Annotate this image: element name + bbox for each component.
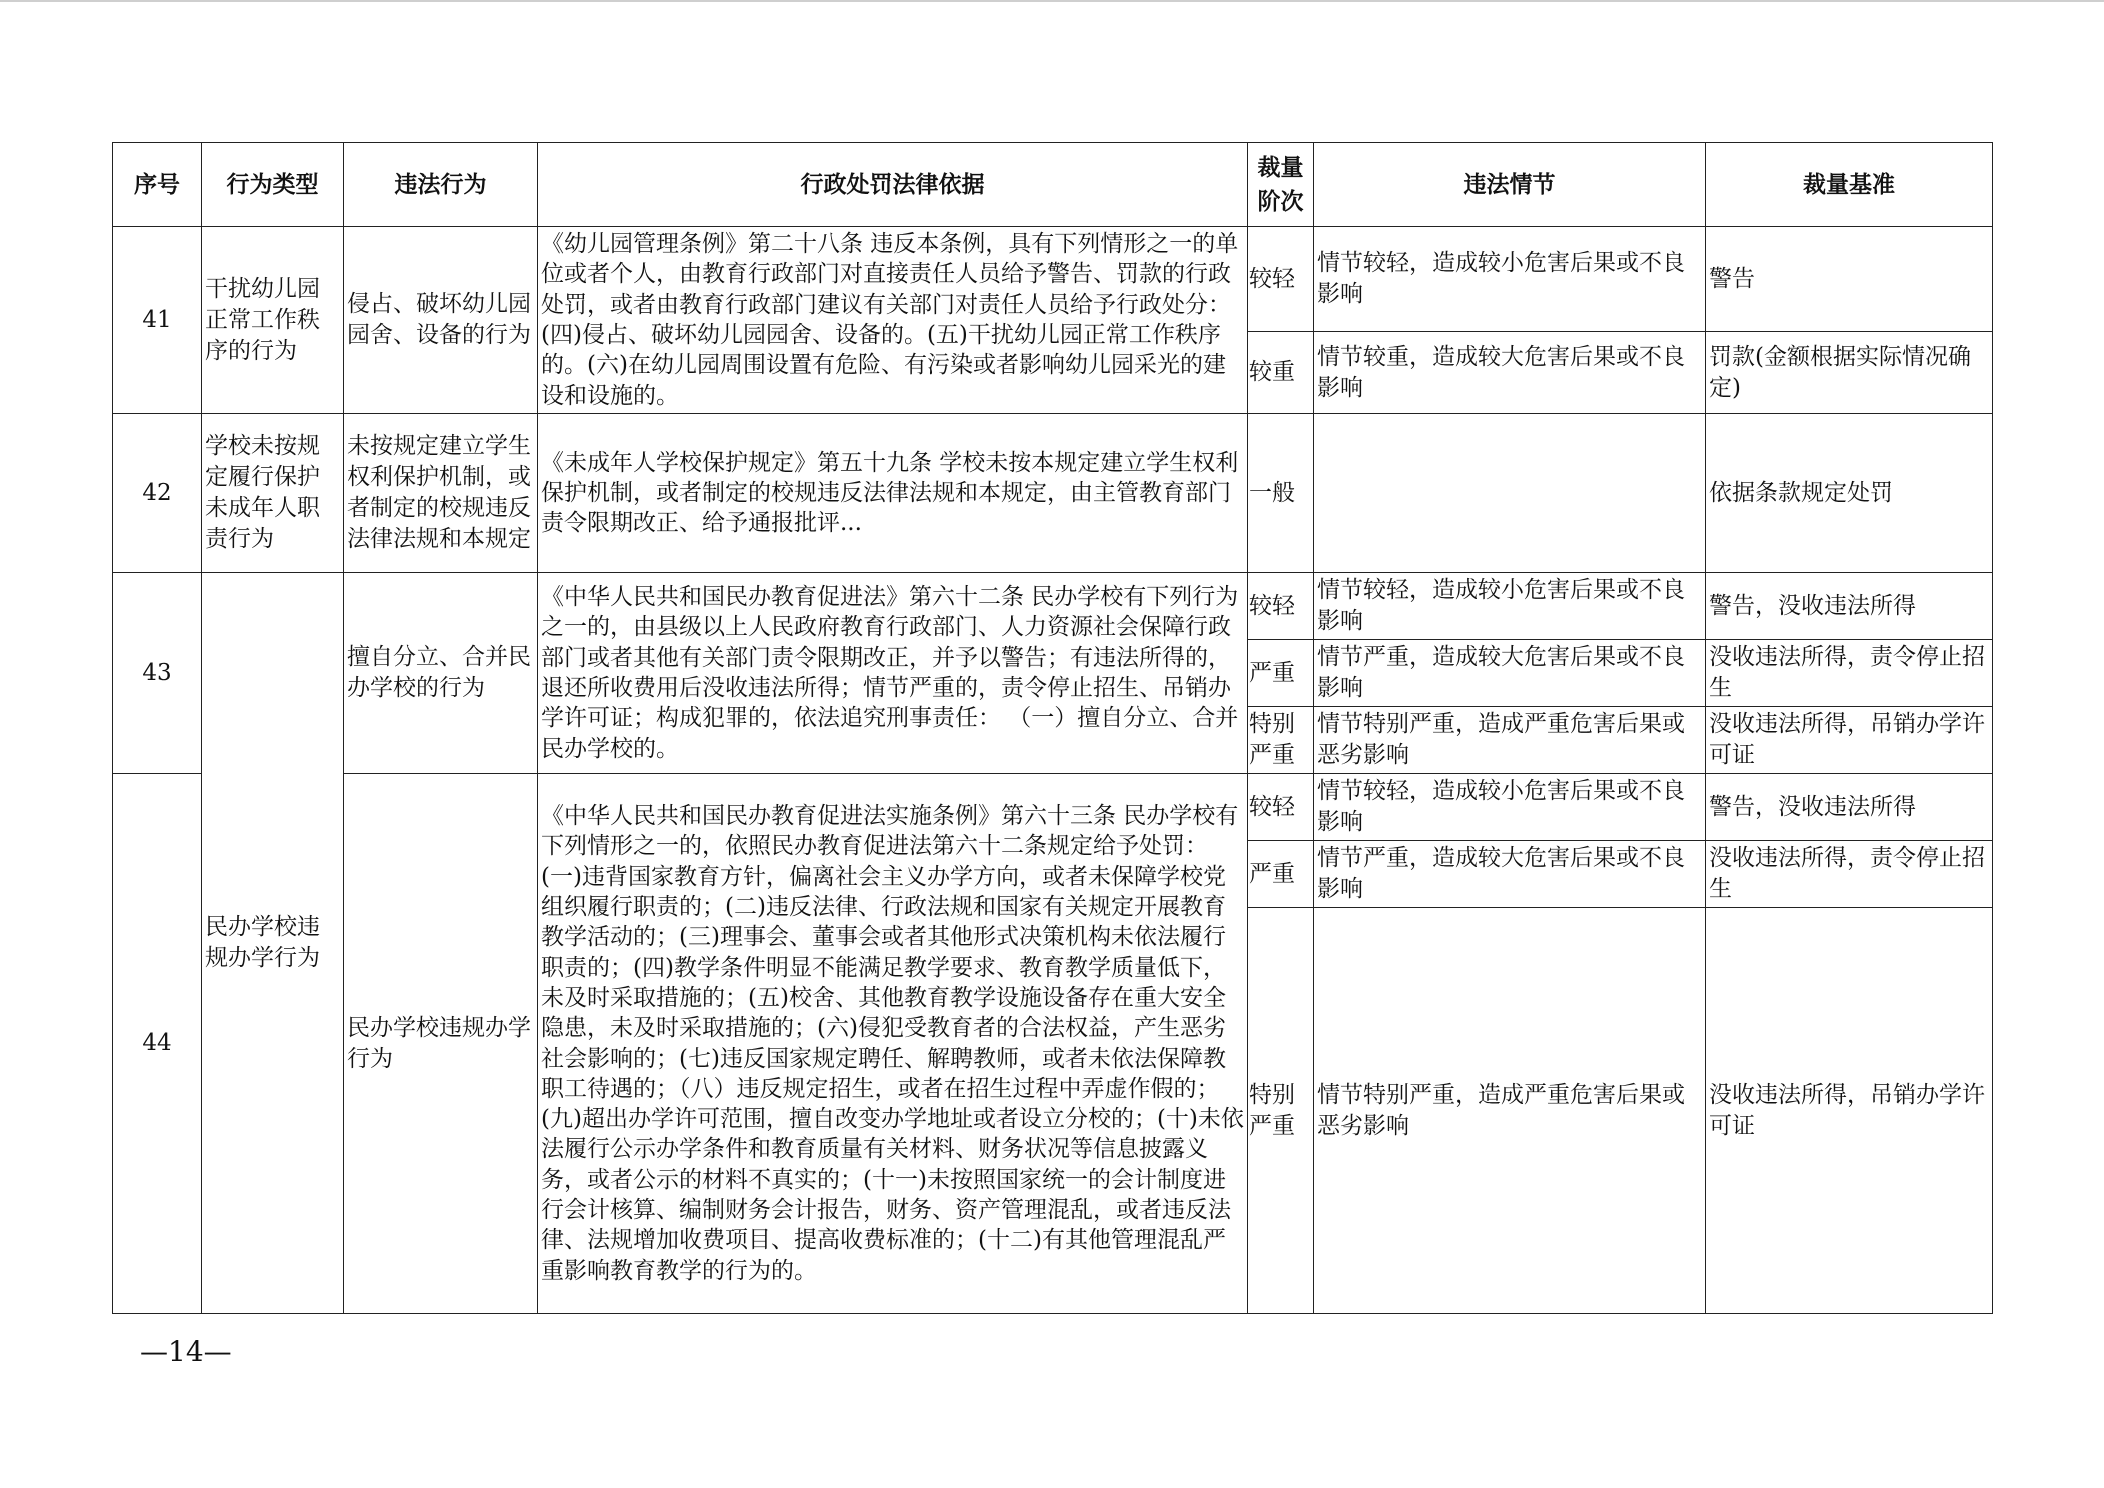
row-44-level-2: 严重 [1248, 841, 1314, 908]
penalty-standard-table [112, 142, 1993, 1314]
table-row [113, 414, 1993, 573]
row-43-level-3: 特别严重 [1248, 707, 1314, 774]
row-44-circumstance-2: 情节严重，造成较大危害后果或不良影响 [1314, 841, 1706, 908]
row-43-level-1: 较轻 [1248, 573, 1314, 640]
row-41-act: 侵占、破坏幼儿园园舍、设备的行为 [344, 227, 538, 414]
row-44-basis: 《中华人民共和国民办教育促进法实施条例》第六十三条 民办学校有下列情形之一的，依照民办教育促进法第六十二条规定给予处罚：(一)违背国家教育方针，偏离社会主义办学方向，或者未保障学校党组织履行职责的；(二)违反法律、行政法规和国家有关规定开展教育教学活动的；(三)理事会、董事会或者其他形式决策机构未依法履行职责的；(四)教学条件明显不能满足教学要求、教育教学质量低下，未及时采取措施的；(五)校舍、其他教育教学设施设备存在重大安全隐患，未及时采取措施的；(六)侵犯受教育者的合法权益，产生恶劣社会影响的；(七)违反国家规定聘任、解聘教师，或者未依法保障教职工待遇的；（八）违反规定招生，或者在招生过程中弄虚作假的；(九)超出办学许可范围，擅自改变办学地址或者设立分校的；(十)未依法履行公示办学条件和教育质量有关材料、财务状况等信息披露义务，或者公示的材料不真实的；(十一)未按照国家统一的会计制度进行会计核算、编制财务会计报告，财务、资产管理混乱，或者违反法律、法规增加收费项目、提高收费标准的；(十二)有其他管理混乱严重影响教育教学的行为的。 [538, 774, 1248, 1314]
table-row [113, 774, 1993, 841]
header-type: 行为类型 [202, 143, 344, 227]
row-41-level-2: 较重 [1248, 332, 1314, 414]
row-41-standard-1: 警告 [1706, 227, 1993, 332]
row-43-standard-3: 没收违法所得，吊销办学许可证 [1706, 707, 1993, 774]
row-43-circumstance-1: 情节较轻，造成较小危害后果或不良影响 [1314, 573, 1706, 640]
row-44-level-1: 较轻 [1248, 774, 1314, 841]
row-43-act: 擅自分立、合并民办学校的行为 [344, 573, 538, 774]
header-act: 违法行为 [344, 143, 538, 227]
row-41-standard-2: 罚款(金额根据实际情况确定) [1706, 332, 1993, 414]
row-44-circumstance-3: 情节特别严重，造成严重危害后果或恶劣影响 [1314, 908, 1706, 1314]
row-41-no: 41 [113, 227, 202, 414]
row-42-no: 42 [113, 414, 202, 573]
row-42-basis: 《未成年人学校保护规定》第五十九条 学校未按本规定建立学生权利保护机制，或者制定的校规违反法律法规和本规定，由主管教育部门责令限期改正、给予通报批评... [538, 414, 1248, 573]
row-43-basis: 《中华人民共和国民办教育促进法》第六十二条 民办学校有下列行为之一的，由县级以上人民政府教育行政部门、人力资源社会保障行政部门或者其他有关部门责令限期改正，并予以警告；有违法所得的，退还所收费用后没收违法所得；情节严重的，责令停止招生、吊销办学许可证；构成犯罪的，依法追究刑事责任： （一）擅自分立、合并民办学校的。 [538, 573, 1248, 774]
header-standard: 裁量基准 [1706, 143, 1993, 227]
row-41-circumstance-2: 情节较重，造成较大危害后果或不良影响 [1314, 332, 1706, 414]
row-44-act: 民办学校违规办学行为 [344, 774, 538, 1314]
row-42-level-1: 一般 [1248, 414, 1314, 573]
row-44-level-3: 特别严重 [1248, 908, 1314, 1314]
header-row [113, 143, 1993, 227]
table-row [113, 227, 1993, 332]
row-44-no: 44 [113, 774, 202, 1314]
page-top-rule [0, 0, 2104, 2]
row-42-circumstance-1 [1314, 414, 1706, 573]
row-41-circumstance-1: 情节较轻，造成较小危害后果或不良影响 [1314, 227, 1706, 332]
row-43-circumstance-2: 情节严重，造成较大危害后果或不良影响 [1314, 640, 1706, 707]
row-42-type: 学校未按规定履行保护未成年人职责行为 [202, 414, 344, 573]
row-43-level-2: 严重 [1248, 640, 1314, 707]
row-43-circumstance-3: 情节特别严重，造成严重危害后果或恶劣影响 [1314, 707, 1706, 774]
row-43-44-type: 民办学校违规办学行为 [202, 573, 344, 1314]
row-43-standard-1: 警告，没收违法所得 [1706, 573, 1993, 640]
row-43-standard-2: 没收违法所得，责令停止招生 [1706, 640, 1993, 707]
row-43-no: 43 [113, 573, 202, 774]
row-44-standard-3: 没收违法所得，吊销办学许可证 [1706, 908, 1993, 1314]
row-44-standard-2: 没收违法所得，责令停止招生 [1706, 841, 1993, 908]
row-41-basis: 《幼儿园管理条例》第二十八条 违反本条例，具有下列情形之一的单位或者个人，由教育行政部门对直接责任人员给予警告、罚款的行政处罚，或者由教育行政部门建议有关部门对责任人员给予行政处分：(四)侵占、破坏幼儿园园舍、设备的。(五)干扰幼儿园正常工作秩序的。(六)在幼儿园周围设置有危险、有污染或者影响幼儿园采光的建设和设施的。 [538, 227, 1248, 414]
header-no: 序号 [113, 143, 202, 227]
page-number: —14— [140, 1335, 232, 1368]
row-41-level-1: 较轻 [1248, 227, 1314, 332]
row-41-type: 干扰幼儿园正常工作秩序的行为 [202, 227, 344, 414]
row-42-act: 未按规定建立学生权利保护机制，或者制定的校规违反法律法规和本规定 [344, 414, 538, 573]
header-circumstance: 违法情节 [1314, 143, 1706, 227]
row-44-standard-1: 警告，没收违法所得 [1706, 774, 1993, 841]
header-level: 裁量阶次 [1248, 143, 1314, 227]
table-row [113, 573, 1993, 640]
header-basis: 行政处罚法律依据 [538, 143, 1248, 227]
row-42-standard-1: 依据条款规定处罚 [1706, 414, 1993, 573]
row-44-circumstance-1: 情节较轻，造成较小危害后果或不良影响 [1314, 774, 1706, 841]
